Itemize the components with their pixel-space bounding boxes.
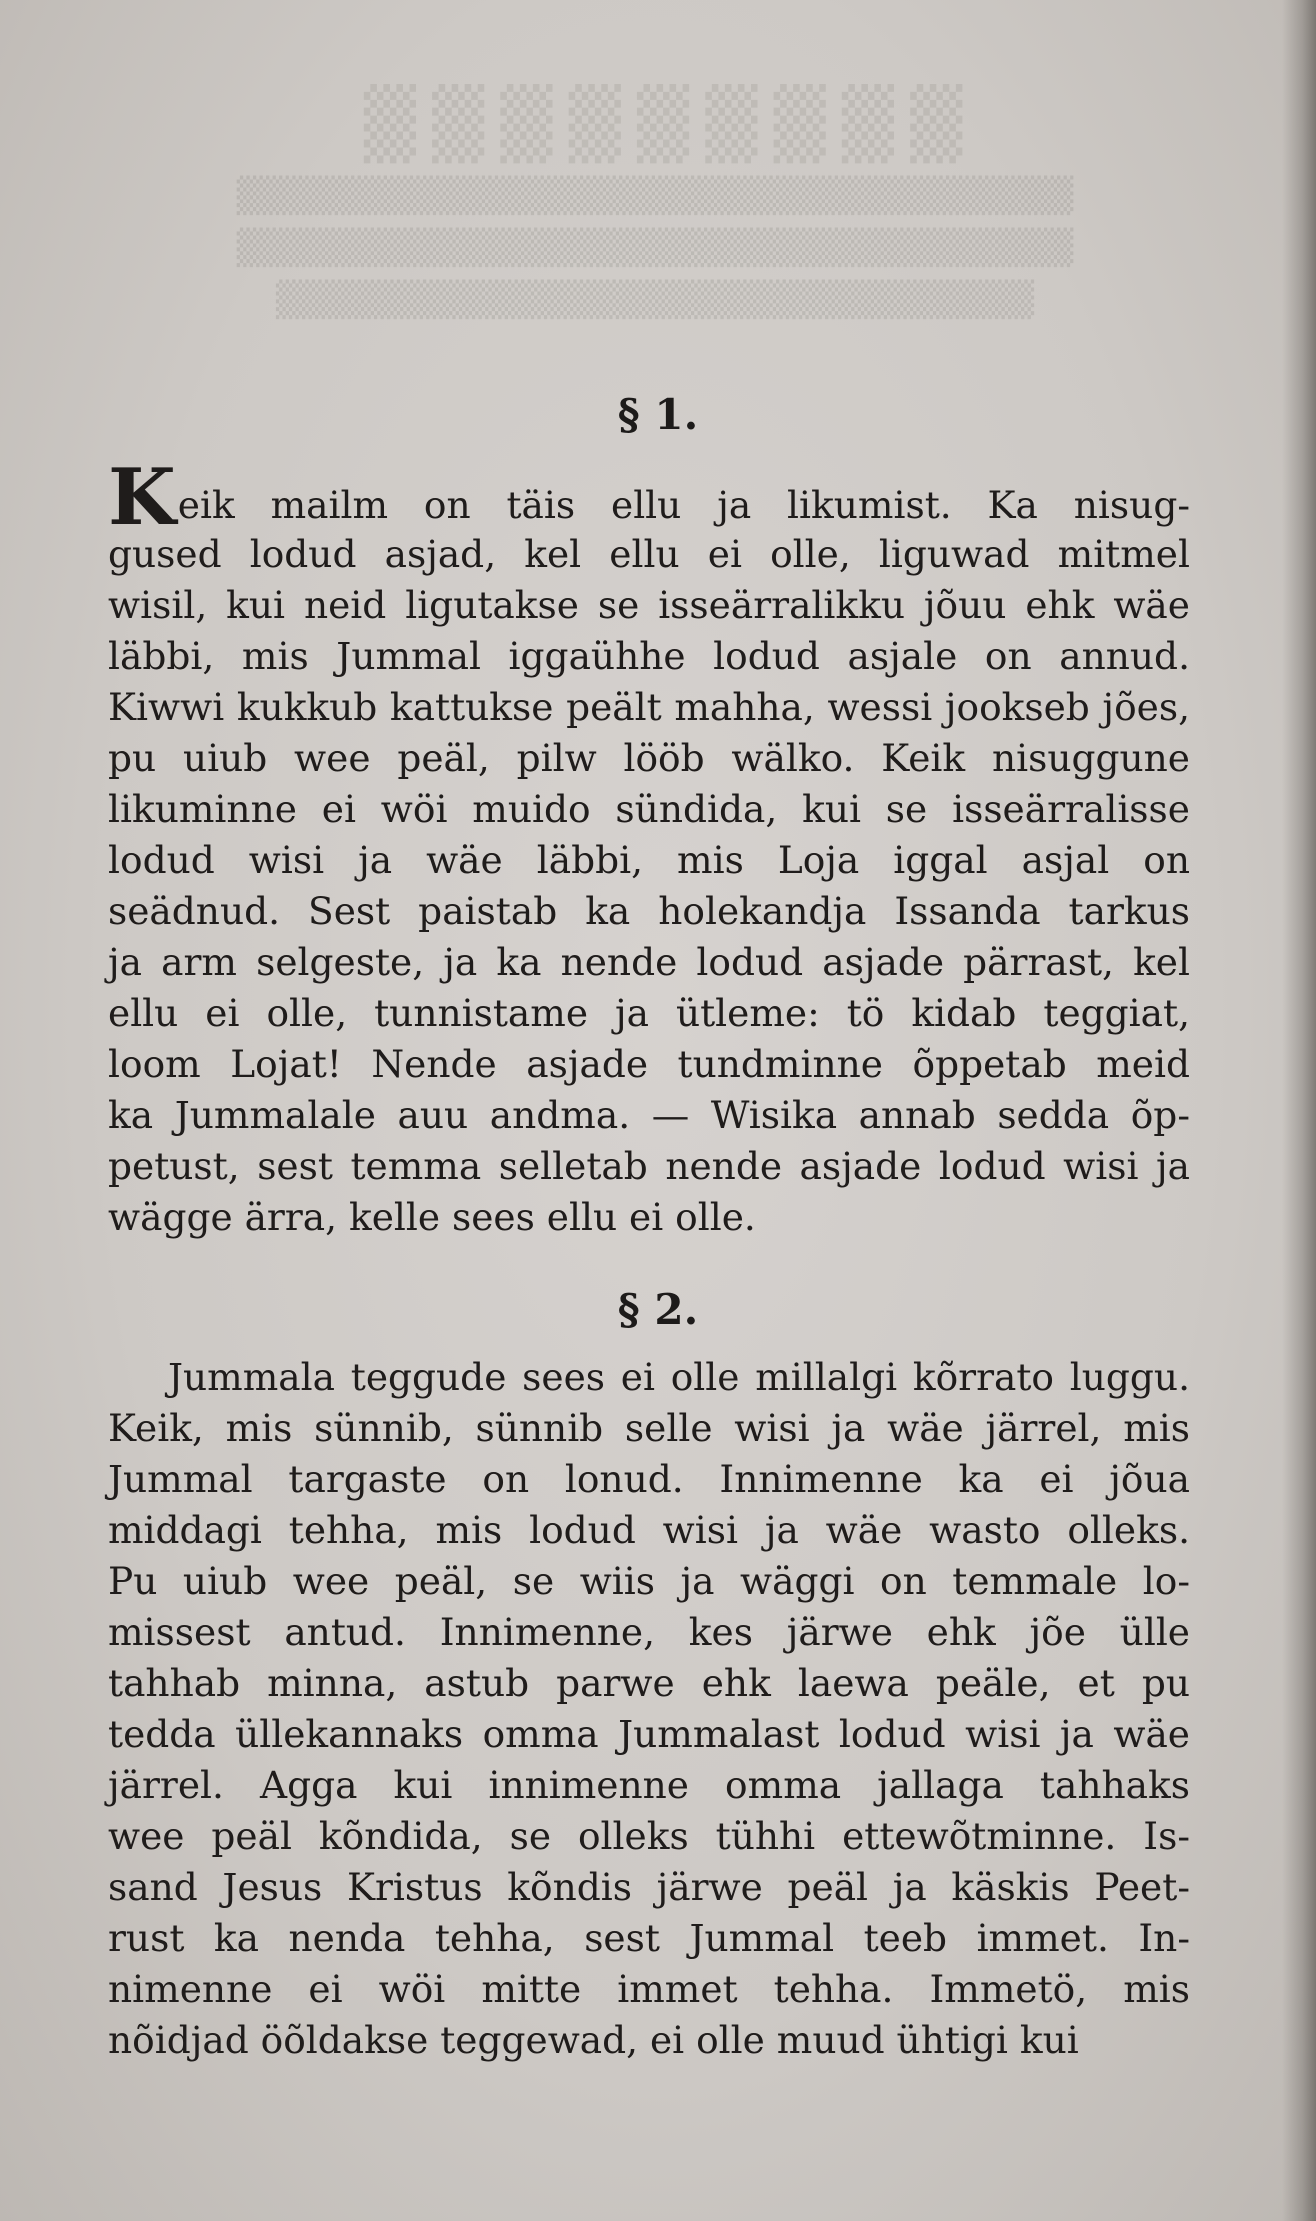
text-line (108, 452, 1190, 543)
bleed-through-line: ▒▒▒▒▒▒▒▒▒▒▒▒▒▒▒▒▒▒▒▒▒▒▒▒▒▒▒▒▒▒▒▒ (236, 228, 1074, 268)
text-line (108, 1141, 1190, 1192)
text-line (108, 682, 1190, 733)
line-text: wisil, kui neid ligutakse se isseärralikku jõuu ehk wäe (108, 583, 1190, 627)
text-line (108, 1556, 1190, 1607)
section-1-body (108, 452, 1190, 1243)
text-line (108, 580, 1190, 631)
text-line (108, 1505, 1190, 1556)
line-text: tedda üllekannaks omma Jummalast lodud wisi ja wäe (108, 1712, 1190, 1756)
line-text: rust ka nenda tehha, sest Jummal teeb immet. In- (108, 1916, 1190, 1960)
text-line (108, 1090, 1190, 1141)
text-line (108, 937, 1190, 988)
line-text: ellu ei olle, tunnistame ja ütleme: tö kidab teggiat, (108, 991, 1190, 1035)
text-line (108, 631, 1190, 682)
drop-cap: K (108, 452, 176, 543)
text-line (108, 1403, 1190, 1454)
text-line (108, 2015, 1190, 2066)
section-1-heading: § 1. (617, 390, 699, 439)
line-text: Keik, mis sünnib, sünnib selle wisi ja wäe järrel, mis (108, 1406, 1190, 1450)
line-text: middagi tehha, mis lodud wisi ja wäe wasto olleks. (108, 1508, 1190, 1552)
text-line (108, 1607, 1190, 1658)
line-text: petust, sest temma selletab nende asjade lodud wisi ja (108, 1144, 1190, 1188)
text-line (108, 988, 1190, 1039)
bleed-through (95, 80, 1215, 326)
text-line (108, 1811, 1190, 1862)
line-text: missest antud. Innimenne, kes järwe ehk jõe ülle (108, 1610, 1190, 1654)
line-text: wee peäl kõndida, se olleks tühhi ettewõtminne. Is- (108, 1814, 1190, 1858)
text-line (108, 1709, 1190, 1760)
text-line (108, 1352, 1190, 1403)
line-text: nimenne ei wöi mitte immet tehha. Immetö, mis (108, 1967, 1190, 2011)
line-text: gused lodud asjad, kel ellu ei olle, liguwad mitmel (108, 532, 1190, 576)
line-text: wägge ärra, kelle sees ellu ei olle. (108, 1195, 756, 1239)
text-line (108, 733, 1190, 784)
text-line (108, 1760, 1190, 1811)
text-line (108, 529, 1190, 580)
text-line (108, 886, 1190, 937)
line-text: järrel. Agga kui innimenne omma jallaga tahhaks (108, 1763, 1190, 1807)
line-text: ka Jummalale auu andma. — Wisika annab sedda õp- (108, 1093, 1190, 1137)
line-text: ja arm selgeste, ja ka nende lodud asjade pärrast, kel (108, 940, 1190, 984)
line-text: loom Lojat! Nende asjade tundminne õppetab meid (108, 1042, 1190, 1086)
line-text: eik mailm on täis ellu ja likumist. Ka nisug- (177, 483, 1190, 527)
bleed-through-heading: ▒▒▒▒▒▒▒▒▒ (347, 85, 963, 164)
line-text: läbbi, mis Jummal iggaühhe lodud asjale on annud. (108, 634, 1190, 678)
line-text: Pu uiub wee peäl, se wiis ja wäggi on temmale lo- (108, 1559, 1190, 1603)
section-2-body (108, 1352, 1190, 2066)
bleed-through-line: ▒▒▒▒▒▒▒▒▒▒▒▒▒▒▒▒▒▒▒▒▒▒▒▒▒▒▒▒▒▒▒▒ (236, 176, 1074, 216)
line-text: Jummal targaste on lonud. Innimenne ka ei jõua (108, 1457, 1190, 1501)
line-text: Kiwwi kukkub kattukse peält mahha, wessi jookseb jões, (108, 685, 1190, 729)
text-line (108, 835, 1190, 886)
line-text: pu uiub wee peäl, pilw lööb wälko. Keik nisuggune (108, 736, 1190, 780)
line-text: seädnud. Sest paistab ka holekandja Issanda tarkus (108, 889, 1190, 933)
bleed-through-line: ▒▒▒▒▒▒▒▒▒▒▒▒▒▒▒▒▒▒▒▒▒▒▒▒▒▒▒▒▒ (275, 280, 1035, 320)
section-2-heading: § 2. (617, 1285, 699, 1334)
line-text: nõidjad öõldakse teggewad, ei olle muud ühtigi kui (108, 2018, 1079, 2062)
line-text: tahhab minna, astub parwe ehk laewa peäle, et pu (108, 1661, 1190, 1705)
text-line (108, 1039, 1190, 1090)
line-text: likuminne ei wöi muido sündida, kui se isseärralisse (108, 787, 1190, 831)
line-text: sand Jesus Kristus kõndis järwe peäl ja käskis Peet- (108, 1865, 1190, 1909)
text-line (108, 1913, 1190, 1964)
text-line (108, 1862, 1190, 1913)
text-line (108, 784, 1190, 835)
line-text: lodud wisi ja wäe läbbi, mis Loja iggal asjal on (108, 838, 1190, 882)
text-line (108, 1454, 1190, 1505)
page-edge-shadow (1282, 0, 1316, 2221)
line-text: Jummala teggude sees ei olle millalgi kõrrato luggu. (168, 1355, 1190, 1399)
text-line (108, 1192, 1190, 1243)
text-line (108, 1964, 1190, 2015)
text-line (108, 1658, 1190, 1709)
